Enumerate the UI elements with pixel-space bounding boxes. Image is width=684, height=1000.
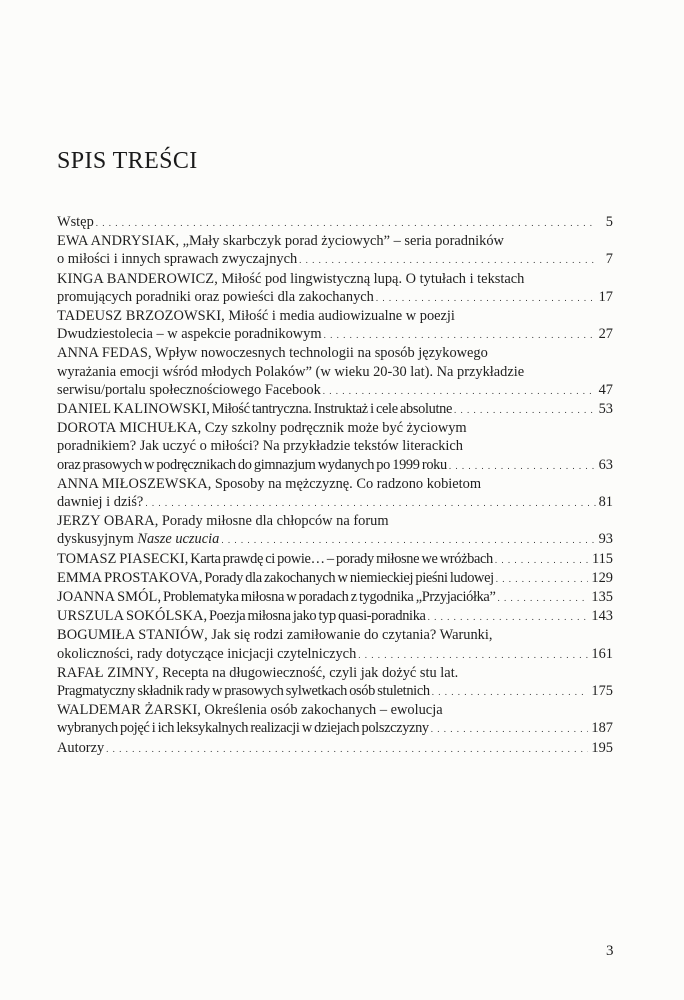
toc-entry-last-line (57, 493, 613, 512)
toc-entry-text (57, 213, 94, 231)
toc-entry-last-line (57, 645, 613, 664)
toc-title-text: Wstęp (57, 214, 94, 230)
toc-author: TADEUSZ BRZOZOWSKI (57, 308, 222, 325)
toc-page-number: 175 (591, 683, 613, 700)
toc-entry-text (57, 288, 374, 306)
dot-leader (106, 740, 588, 758)
toc-entry-last-line (57, 739, 613, 758)
toc-page-number: 143 (591, 608, 613, 625)
dot-leader (428, 608, 589, 626)
toc-author: ANNA FEDAS (57, 345, 148, 362)
dot-leader (221, 531, 595, 549)
toc-title-text: Porady dla zakochanych w niemieckiej pieśni ludowej (204, 569, 494, 586)
dot-leader (432, 683, 589, 701)
toc-title-text: Wpływ nowoczesnych technologii na sposób językowego (154, 345, 488, 362)
toc-title-text: poradnikiem? Jak uczyć o miłości? Na przykładzie tekstów literackich (57, 438, 463, 455)
toc-entry (57, 588, 613, 607)
toc-title-text: Czy szkolny podręcznik może być życiowym (204, 420, 467, 437)
toc-entry-last-line (57, 250, 613, 269)
toc-page-number: 7 (605, 251, 613, 268)
toc-entry-last-line (57, 530, 613, 549)
toc-page-number: 27 (598, 326, 613, 343)
dot-leader (431, 720, 589, 738)
toc-entry-last-line (57, 325, 613, 344)
toc-page-number: 129 (591, 569, 613, 586)
toc-title-text: Problematyka miłosna w poradach z tygodnika „Przyjaciółka” (162, 589, 496, 606)
toc-entry-text (57, 456, 447, 474)
toc-page-number: 115 (591, 550, 613, 567)
toc-author: BOGUMIŁA STANIÓW (57, 627, 205, 644)
toc-entry-last-line (57, 588, 613, 607)
toc-page-number: 161 (591, 645, 613, 662)
toc-entry (57, 419, 613, 475)
toc-title-text: Recepta na długowieczność, czyli jak dożyć stu lat. (162, 664, 459, 681)
toc-entry (57, 550, 613, 569)
toc-entry-line: RAFAŁ ZIMNY, Recepta na długowieczność, czyli jak dożyć stu lat. (57, 664, 459, 681)
toc-entry-text (57, 739, 104, 757)
toc-title-text: o miłości i innych sprawach zwyczajnych (57, 251, 298, 268)
toc-author: URSZULA SOKÓLSKA (57, 608, 204, 625)
toc-entry-text (57, 250, 297, 268)
toc-title-text: Określenia osób zakochanych – ewolucja (204, 702, 443, 719)
toc-title-text: Autorzy (57, 739, 105, 756)
toc-entry-line: BOGUMIŁA STANIÓW, Jak się rodzi zamiłowanie do czytania? Warunki, (57, 627, 493, 644)
toc-author: DOROTA MICHUŁKA (57, 420, 198, 437)
toc-author: TOMASZ PIASECKI (57, 550, 185, 567)
toc-entry-text: URSZULA SOKÓLSKA, Poezja miłosna jako typ quasi-poradnika (57, 608, 426, 625)
toc-entry-last-line (57, 213, 613, 232)
toc-entry-last-line (57, 569, 613, 588)
dot-leader (358, 646, 588, 664)
toc-page-number: 187 (591, 720, 613, 737)
dot-leader (496, 570, 589, 588)
toc-entry-last-line (57, 719, 613, 738)
toc-entry (57, 664, 613, 701)
toc-page-number: 135 (591, 589, 613, 606)
toc-author: WALDEMAR ŻARSKI (57, 702, 198, 719)
toc-title-text: dawniej i dziś? (57, 494, 144, 511)
toc-entry (57, 626, 613, 663)
toc-entry-text: JOANNA SMÓL, Problematyka miłosna w poradach z tygodnika „Przyjaciółka” (57, 589, 496, 606)
toc-entry (57, 607, 613, 626)
toc-entry-text (57, 719, 429, 737)
toc-entry-line (57, 437, 613, 455)
toc-entry-line: TADEUSZ BRZOZOWSKI, Miłość i media audiowizualne w poezji (57, 308, 455, 325)
toc-entry-line: DOROTA MICHUŁKA, Czy szkolny podręcznik może być życiowym (57, 420, 467, 437)
toc-title-text: Sposoby na mężczyznę. Co radzono kobietom (214, 475, 482, 492)
toc-author: EMMA PROSTAKOVA (57, 569, 199, 586)
dot-leader (324, 326, 596, 344)
toc-author: EWA ANDRYSIAK (57, 233, 176, 250)
toc-entry (57, 400, 613, 419)
toc-title-italic: Nasze uczucia (137, 531, 220, 548)
toc-author: JOANNA SMÓL (57, 589, 158, 606)
toc-entry-last-line (57, 456, 613, 475)
toc-entry (57, 569, 613, 588)
toc-title-text: Pragmatyczny składnik rady w prasowych sylwetkach osób stuletnich (57, 683, 430, 700)
toc-entry-line: JERZY OBARA, Porady miłosne dla chłopców na forum (57, 513, 389, 530)
toc-title-text: okoliczności, rady dotyczące inicjacji czytelniczych (57, 645, 357, 662)
toc-page-number: 17 (598, 288, 613, 305)
toc-entry-text: DANIEL KALINOWSKI, Miłość tantryczna. Instruktaż i cele absolutne (57, 401, 452, 418)
toc-entry-last-line (57, 400, 613, 419)
toc-author: JERZY OBARA (57, 513, 155, 530)
toc-entry (57, 475, 613, 512)
toc-entry-last-line (57, 288, 613, 307)
toc-page-number: 63 (598, 456, 613, 473)
dot-leader (96, 214, 596, 232)
toc-title-text: Dwudziestolecia – w aspekcie poradnikowym (57, 326, 322, 343)
toc-title-text: Porady miłosne dla chłopców na forum (161, 513, 389, 530)
toc-title-text: Miłość pod lingwistyczną lupą. O tytułach i tekstach (221, 270, 525, 287)
toc-author: DANIEL KALINOWSKI (57, 401, 207, 418)
toc-author: KINGA BANDEROWICZ (57, 270, 215, 287)
toc-entry (57, 701, 613, 738)
dot-leader (323, 382, 596, 400)
toc-page-number: 5 (605, 214, 613, 230)
toc-entry-line: WALDEMAR ŻARSKI, Określenia osób zakochanych – ewolucja (57, 702, 443, 719)
toc-title-text: wybranych pojęć i ich leksykalnych realizacji w dziejach polszczyzny (57, 720, 429, 737)
toc-title-text: Karta prawdę ci powie… – porady miłosne we wróżbach (190, 550, 493, 567)
dot-leader (376, 289, 596, 307)
toc-title-text: promujących poradniki oraz powieści dla zakochanych (57, 288, 374, 305)
toc-title-text: wyrażania emocji wśród młodych Polaków” (w wieku 20-30 lat). Na przykładzie (57, 363, 525, 380)
toc-entry (57, 344, 613, 400)
toc-entry-text (57, 645, 356, 663)
toc-title-text: Jak się rodzi zamiłowanie do czytania? Warunki, (211, 627, 493, 644)
toc-entry-text (57, 381, 321, 399)
toc-entry (57, 213, 613, 232)
dot-leader (454, 401, 596, 419)
toc-title-text: oraz prasowych w podręcznikach do gimnazjum wydanych po 1999 roku (57, 456, 447, 473)
toc-page-number: 47 (598, 381, 613, 398)
toc-title-text: Poezja miłosna jako typ quasi-poradnika (209, 608, 426, 625)
toc-entry-last-line (57, 682, 613, 701)
toc-entry-text (57, 530, 219, 548)
toc-entry-last-line (57, 381, 613, 400)
toc-entry (57, 232, 613, 269)
toc-title-text: Miłość tantryczna. Instruktaż i cele absolutne (211, 401, 452, 418)
toc-page-number: 81 (598, 494, 613, 511)
toc-entry (57, 270, 613, 307)
dot-leader (299, 251, 596, 269)
toc-page-number: 53 (598, 401, 613, 418)
page-title: SPIS TREŚCI (57, 148, 198, 174)
toc-entry-line: ANNA FEDAS, Wpływ nowoczesnych technologii na sposób językowego (57, 345, 488, 362)
toc-entry-last-line (57, 550, 613, 569)
dot-leader (495, 551, 589, 569)
toc-title-text: serwisu/portalu społecznościowego Facebook (57, 381, 321, 398)
toc-author: RAFAŁ ZIMNY (57, 664, 155, 681)
toc-entry-last-line (57, 607, 613, 626)
toc-entry-text: EMMA PROSTAKOVA, Porady dla zakochanych w niemieckiej pieśni ludowej (57, 569, 494, 586)
toc-entry-text (57, 682, 430, 700)
toc-author: ANNA MIŁOSZEWSKA (57, 475, 208, 492)
dot-leader (498, 589, 589, 607)
toc-entry (57, 512, 613, 549)
dot-leader (449, 457, 596, 475)
toc-title-text: dyskusyjnym (57, 531, 138, 548)
toc-entry-line (57, 363, 613, 381)
toc-title-text: Miłość i media audiowizualne w poezji (228, 308, 455, 325)
toc-page-number: 93 (598, 531, 613, 548)
toc-entry (57, 307, 613, 344)
toc-entry-text (57, 325, 322, 343)
toc-entry-line: ANNA MIŁOSZEWSKA, Sposoby na mężczyznę. Co radzono kobietom (57, 475, 482, 492)
toc-entry-line: KINGA BANDEROWICZ, Miłość pod lingwistyczną lupą. O tytułach i tekstach (57, 270, 525, 287)
toc-entry-line: EWA ANDRYSIAK, „Mały skarbczyk porad życiowych” – seria poradników (57, 233, 504, 250)
toc-page-number: 195 (591, 739, 613, 756)
page-number: 3 (606, 943, 614, 959)
table-of-contents (57, 213, 613, 758)
toc-entry (57, 739, 613, 758)
toc-title-text: „Mały skarbczyk porad życiowych” – seria poradników (182, 233, 504, 250)
toc-entry-text: TOMASZ PIASECKI, Karta prawdę ci powie… – porady miłosne we wróżbach (57, 550, 493, 567)
dot-leader (145, 494, 595, 512)
toc-entry-text (57, 493, 143, 511)
